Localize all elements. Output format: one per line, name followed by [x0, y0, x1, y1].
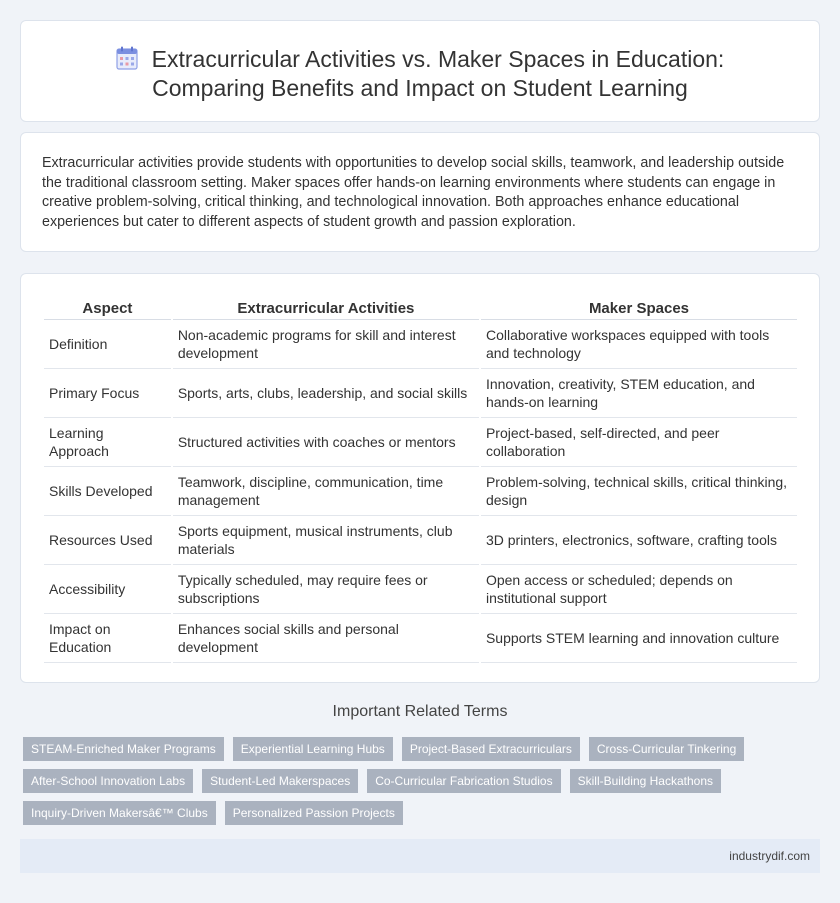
extracurricular-cell: Typically scheduled, may require fees or subscriptions: [173, 565, 479, 614]
table-row: [44, 418, 797, 467]
extracurricular-cell: Sports, arts, clubs, leadership, and social skills: [173, 369, 479, 418]
extracurricular-cell: Sports equipment, musical instruments, club materials: [173, 516, 479, 565]
related-terms-title: Important Related Terms: [332, 703, 508, 720]
table-row: [44, 369, 797, 418]
maker-spaces-cell: Open access or scheduled; depends on institutional support: [481, 565, 797, 614]
page-title: [21, 45, 819, 103]
tag-row: [23, 769, 803, 793]
related-term-tag[interactable]: Personalized Passion Projects: [225, 801, 403, 825]
maker-spaces-cell: Innovation, creativity, STEM education, and hands-on learning: [481, 369, 797, 418]
header-maker-spaces: Maker Spaces: [481, 298, 797, 320]
intro-card: [20, 132, 820, 252]
title-card: [20, 20, 820, 122]
table-header-row: [44, 298, 797, 320]
title-line-2: Comparing Benefits and Impact on Student Learning: [152, 75, 688, 101]
maker-spaces-cell: Problem-solving, technical skills, critical thinking, design: [481, 467, 797, 516]
header-extracurricular: Extracurricular Activities: [173, 298, 479, 320]
footer: [20, 839, 820, 873]
maker-spaces-cell: Collaborative workspaces equipped with tools and technology: [481, 320, 797, 369]
table-row: [44, 467, 797, 516]
aspect-cell: Resources Used: [44, 516, 171, 565]
aspect-cell: Accessibility: [44, 565, 171, 614]
table-row: [44, 614, 797, 663]
related-term-tag[interactable]: Co-Curricular Fabrication Studios: [367, 769, 560, 793]
extracurricular-cell: Enhances social skills and personal development: [173, 614, 479, 663]
comparison-table: [42, 298, 799, 663]
related-term-tag[interactable]: Project-Based Extracurriculars: [402, 737, 580, 761]
footer-site-link[interactable]: industrydif.com: [729, 849, 810, 863]
comparison-card: [20, 273, 820, 683]
tag-row: [23, 801, 803, 825]
tag-row: [23, 737, 803, 761]
maker-spaces-cell: 3D printers, electronics, software, crafting tools: [481, 516, 797, 565]
title-line-1: Extracurricular Activities vs. Maker Spaces in Education:: [151, 46, 725, 72]
related-term-tag[interactable]: Experiential Learning Hubs: [233, 737, 393, 761]
extracurricular-cell: Structured activities with coaches or mentors: [173, 418, 479, 467]
aspect-cell: Primary Focus: [44, 369, 171, 418]
maker-spaces-cell: Supports STEM learning and innovation culture: [481, 614, 797, 663]
related-term-tag[interactable]: Student-Led Makerspaces: [202, 769, 358, 793]
extracurricular-cell: Teamwork, discipline, communication, time management: [173, 467, 479, 516]
related-term-tag[interactable]: Skill-Building Hackathons: [570, 769, 721, 793]
header-aspect: Aspect: [44, 298, 171, 320]
aspect-cell: Impact on Education: [44, 614, 171, 663]
related-term-tag[interactable]: Cross-Curricular Tinkering: [589, 737, 744, 761]
intro-paragraph: Extracurricular activities provide students with opportunities to develop social skills, teamwork, and leadership outside the traditional classroom setting. Maker spaces offer hands-on learning environments where students can engage in creative problem-solving, critical thinking, and technological innovation. Both approaches enhance educational experiences but cater to different aspects of student growth and passion exploration.: [42, 155, 785, 230]
aspect-cell: Learning Approach: [44, 418, 171, 467]
related-terms-tags: [23, 737, 803, 833]
related-term-tag[interactable]: After-School Innovation Labs: [23, 769, 193, 793]
aspect-cell: Definition: [44, 320, 171, 369]
extracurricular-cell: Non-academic programs for skill and interest development: [173, 320, 479, 369]
related-term-tag[interactable]: Inquiry-Driven Makersâ€™ Clubs: [23, 801, 216, 825]
table-row: [44, 320, 797, 369]
related-term-tag[interactable]: STEAM-Enriched Maker Programs: [23, 737, 224, 761]
calendar-icon: [116, 46, 138, 70]
maker-spaces-cell: Project-based, self-directed, and peer collaboration: [481, 418, 797, 467]
table-row: [44, 516, 797, 565]
table-row: [44, 565, 797, 614]
aspect-cell: Skills Developed: [44, 467, 171, 516]
